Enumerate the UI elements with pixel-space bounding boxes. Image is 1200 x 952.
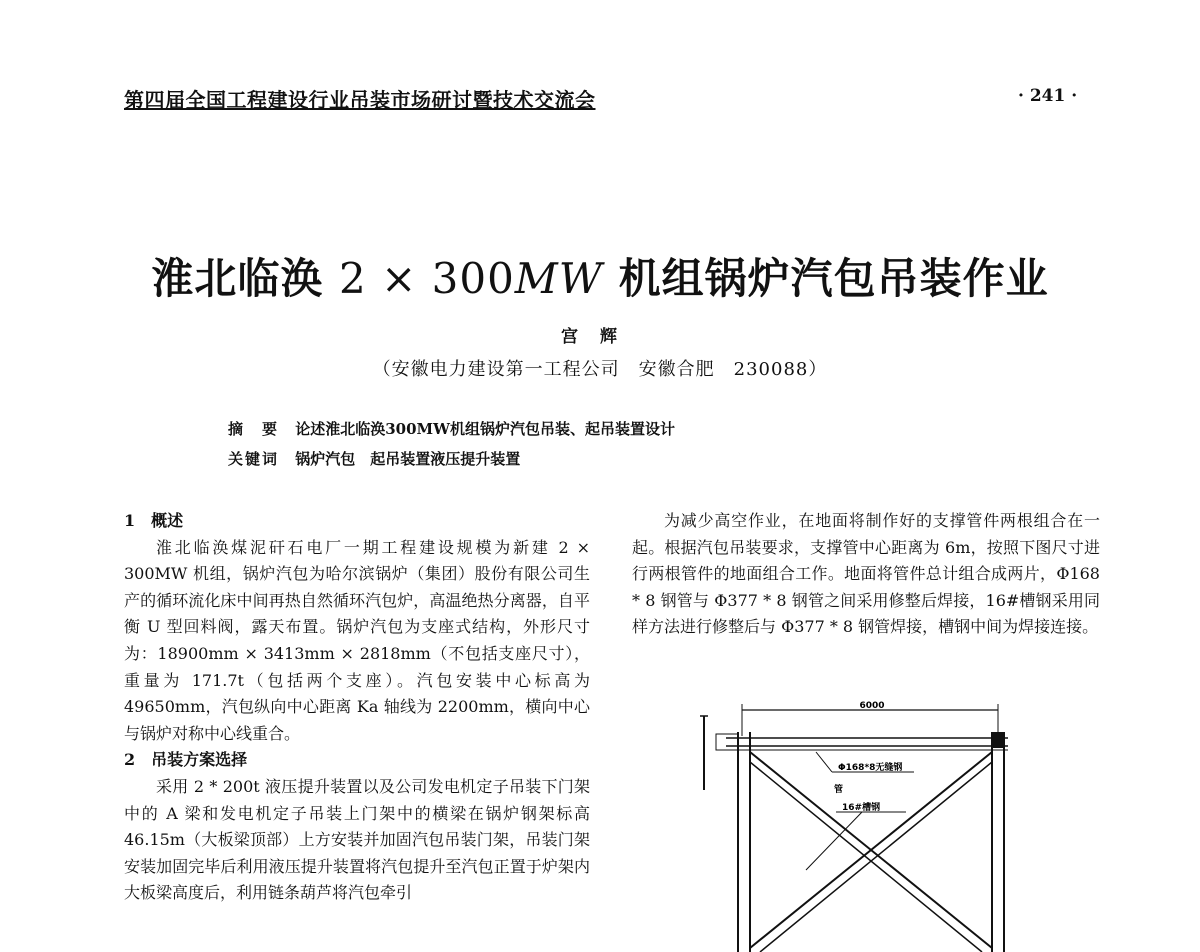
abstract	[228, 418, 675, 439]
section-1-heading: 1 概述	[124, 511, 184, 530]
left-column	[124, 508, 590, 907]
title-part-4: 机组锅炉汽包吊装作业	[602, 254, 1049, 303]
top-left-bracket	[716, 734, 738, 750]
abstract-text: 论述淮北临涣300MW机组锅炉汽包吊装、起吊装置设计	[295, 420, 675, 438]
section-1-text: 淮北临涣煤泥矸石电厂一期工程建设规模为新建 2 × 300MW 机组，锅炉汽包为哈尔滨锅炉（集团）股份有限公司生产的循环流化床中间再热自然循环汽包炉，高温绝热分离器，自平衡 U 型回料阀，露天布置。锅炉汽包为支座式结构，外形尺寸为：18900mm × 3413mm × 2818mm（不包括支座尺寸），重量为 171.7t（包括两个支座）。汽包安装中心标高为 49650mm，汽包纵向中心距离 Ka 轴线为 2200mm，横向中心与锅炉对称中心线重合。	[124, 537, 590, 743]
paper-title	[0, 246, 1200, 306]
right-paragraph: 为减少高空作业，在地面将制作好的支撑管件两根组合在一起。根据汽包吊装要求，支撑管中心距离为 6m，按照下图尺寸进行两根管件的地面组合工作。地面将管件总计组合成两片，Φ168 * 8 钢管与 Φ377 * 8 钢管之间采用修整后焊接，16#槽钢采用同样方法进行修整后与 Φ377 * 8 钢管焊接，槽钢中间为焊接连接。	[632, 511, 1100, 637]
label-pipe: Φ168*8无缝钢	[838, 763, 903, 773]
keywords	[228, 448, 520, 469]
top-right-joint	[992, 732, 1004, 748]
title-part-2: 2 × 300	[339, 254, 515, 303]
section-2-text: 采用 2 * 200t 液压提升装置以及公司发电机定子吊装下门架中的 A 梁和发电机定子吊装上门架中的横梁在锅炉钢架标高 46.15m（大板梁顶部）上方安装并加固汽包吊装门架，吊装门架安装加固完毕后利用液压提升装置将汽包提升至汽包正置于炉架内大板梁高度后，利用链条葫芦将汽包牵引	[124, 776, 590, 903]
label-pipe-cont: 管	[834, 785, 844, 795]
leader-line-pipe	[816, 752, 832, 772]
author-affiliation: （安徽电力建设第一工程公司 安徽合肥 230088）	[372, 359, 828, 380]
keywords-label: 关键词	[228, 450, 280, 468]
title-part-1: 淮北临涣	[151, 254, 340, 303]
frame-drawing	[696, 700, 1036, 952]
support-frame-figure	[696, 700, 1036, 952]
page-number: · 241 ·	[1018, 86, 1078, 106]
label-channel: 16#槽钢	[842, 803, 881, 813]
section-2-heading: 2 吊装方案选择	[124, 750, 248, 770]
top-dimension-label: 6000	[859, 701, 885, 711]
right-column	[632, 508, 1100, 641]
diagonal-brace-2b	[760, 762, 992, 952]
keywords-text: 锅炉汽包 起吊装置液压提升装置	[295, 450, 521, 468]
diagonal-brace-1b	[750, 762, 982, 952]
running-header: 第四届全国工程建设行业吊装市场研讨暨技术交流会	[124, 88, 596, 112]
abstract-label: 摘 要	[228, 420, 280, 438]
title-part-3: MW	[514, 254, 603, 303]
author-name: 宫辉	[561, 327, 639, 347]
